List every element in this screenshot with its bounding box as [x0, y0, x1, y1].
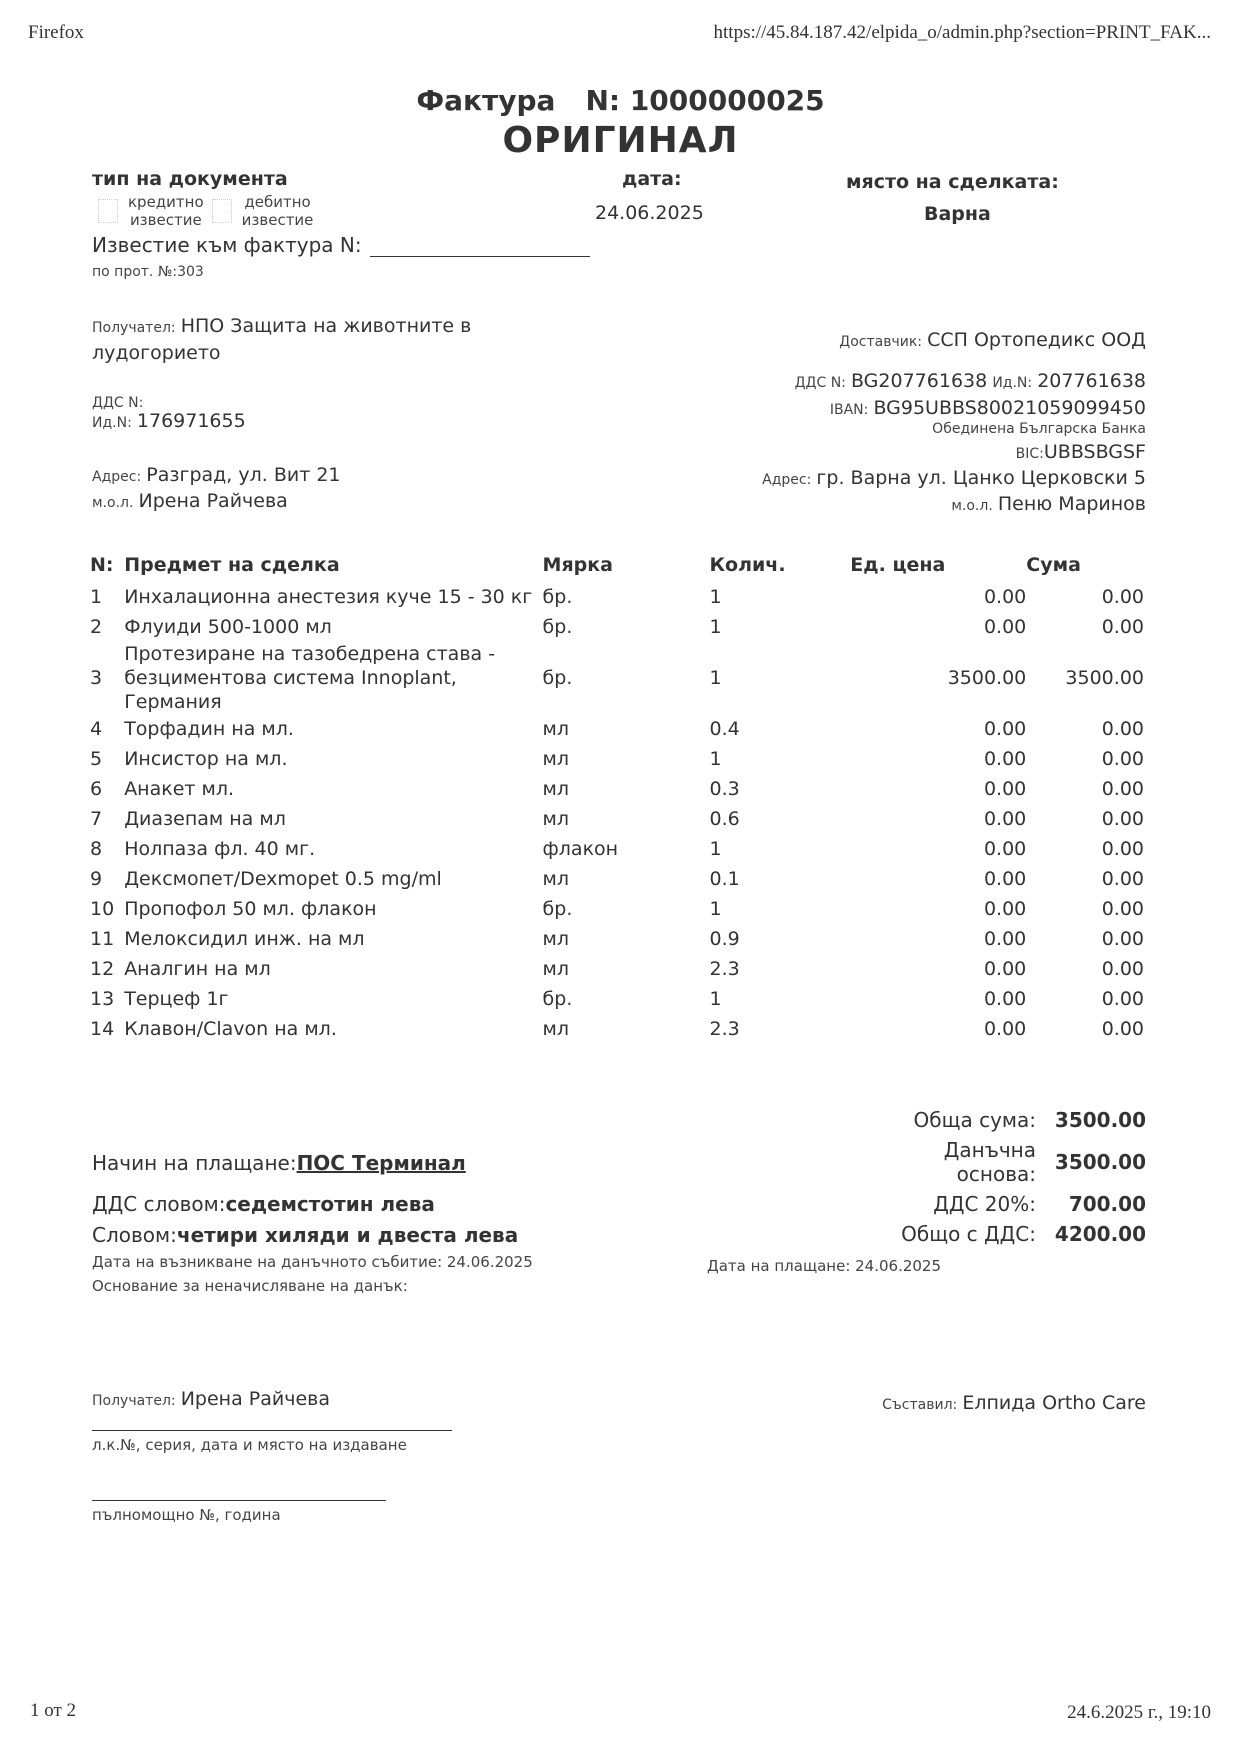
- cell-sum: 0.00: [1101, 778, 1144, 800]
- copy-type: ОРИГИНАЛ: [502, 120, 739, 161]
- cell-unit: бр.: [542, 586, 573, 608]
- table-row: [90, 984, 1150, 1014]
- cell-sum: 0.00: [1101, 928, 1144, 950]
- debit-note-label: дебитно известие: [241, 193, 314, 229]
- table-row: [90, 1014, 1150, 1044]
- cell-description: Мелоксидил инж. на мл: [124, 928, 365, 950]
- cell-quantity: 2.3: [709, 1018, 740, 1040]
- header-unit: Мярка: [542, 554, 613, 576]
- invoice-title: [0, 84, 1241, 117]
- supplier-mol-label: м.о.л.: [951, 498, 993, 514]
- supplier-block: [839, 329, 1146, 351]
- cell-unit: мл: [542, 748, 570, 770]
- cell-unit-price: 0.00: [983, 988, 1027, 1010]
- compiled-by-name: Елпида Ortho Care: [962, 1392, 1146, 1414]
- cell-description: Пропофол 50 мл. флакон: [124, 898, 377, 920]
- cell-unit-price: 0.00: [983, 586, 1027, 608]
- cell-quantity: 2.3: [709, 958, 740, 980]
- cell-num: 14: [90, 1018, 115, 1040]
- cell-sum: 0.00: [1101, 808, 1144, 830]
- cell-sum: 0.00: [1101, 868, 1144, 890]
- cell-num: 7: [90, 808, 103, 830]
- cell-unit-price: 0.00: [983, 868, 1027, 890]
- cell-unit: бр.: [542, 898, 573, 920]
- recipient-label: Получател:: [92, 320, 176, 336]
- cell-quantity: 0.1: [709, 868, 740, 890]
- cell-unit-price: 0.00: [983, 616, 1027, 638]
- cell-unit: мл: [542, 928, 570, 950]
- cell-num: 5: [90, 748, 103, 770]
- credit-note-checkbox[interactable]: [98, 199, 118, 223]
- cell-sum: 0.00: [1101, 958, 1144, 980]
- cell-sum: 0.00: [1101, 988, 1144, 1010]
- table-row: [90, 612, 1150, 642]
- tax-base-row: [866, 1138, 1146, 1186]
- cell-quantity: 0.3: [709, 778, 740, 800]
- cell-unit: мл: [542, 718, 570, 740]
- cell-unit-price: 0.00: [983, 928, 1027, 950]
- payment-method-label: Начин на плащане:: [92, 1151, 297, 1175]
- cell-quantity: 1: [709, 988, 722, 1010]
- table-row: [90, 774, 1150, 804]
- cell-description: Дексмопет/Dexmopet 0.5 mg/ml: [124, 868, 442, 890]
- cell-unit: мл: [542, 1018, 570, 1040]
- header-num: N:: [90, 554, 114, 576]
- cell-unit-price: 0.00: [983, 1018, 1027, 1040]
- supplier-bank: Обединена Българска Банка: [932, 421, 1146, 437]
- notice-to-invoice-label: Известие към фактура N:: [92, 233, 362, 257]
- cell-unit: мл: [542, 808, 570, 830]
- notice-to-invoice: [92, 233, 590, 257]
- cell-num: 9: [90, 868, 103, 890]
- cell-num: 4: [90, 718, 103, 740]
- tax-event-date: Дата на възникване на данъчното събитие: 24.06.2025: [92, 1253, 533, 1271]
- supplier-address-value: гр. Варна ул. Цанко Церковски 5: [816, 467, 1146, 489]
- cell-description: Инсистор на мл.: [124, 748, 288, 770]
- page-number: 1 от 2: [30, 1700, 77, 1721]
- cell-num: 12: [90, 958, 115, 980]
- cell-unit-price: 0.00: [983, 838, 1027, 860]
- recipient-address-label: Адрес:: [92, 469, 142, 485]
- place-value: Варна: [924, 203, 991, 225]
- cell-sum: 0.00: [1101, 718, 1144, 740]
- cell-description: Протезиране на тазобедрена става - безциментова система Innoplant, Германия: [124, 643, 496, 713]
- supplier-mol-value: Пеню Маринов: [997, 493, 1146, 515]
- cell-description: Флуиди 500-1000 мл: [124, 616, 332, 638]
- cell-description: Диазепам на мл: [124, 808, 286, 830]
- cell-unit: мл: [542, 958, 570, 980]
- cell-unit: мл: [542, 868, 570, 890]
- date-label: дата:: [622, 168, 682, 190]
- cell-unit-price: 0.00: [983, 808, 1027, 830]
- document-type-label: тип на документа: [92, 168, 288, 190]
- table-row: [90, 894, 1150, 924]
- compiled-by-label: Съставил:: [882, 1397, 958, 1413]
- cell-quantity: 1: [709, 748, 722, 770]
- recipient-id-value: 176971655: [136, 410, 246, 432]
- total-words-label: Словом:: [92, 1223, 177, 1247]
- print-timestamp: 24.6.2025 г., 19:10: [1067, 1702, 1211, 1723]
- table-row: [90, 924, 1150, 954]
- cell-quantity: 1: [709, 586, 722, 608]
- supplier-bic: [1016, 441, 1146, 463]
- power-of-attorney-caption: пълномощно №, година: [92, 1506, 281, 1524]
- cell-num: 8: [90, 838, 103, 860]
- cell-unit: флакон: [542, 838, 619, 860]
- cell-description: Аналгин на мл: [124, 958, 271, 980]
- id-card-signature-line: [92, 1430, 452, 1431]
- supplier-label: Доставчик:: [839, 334, 923, 350]
- cell-sum: 0.00: [1101, 838, 1144, 860]
- grand-total-value: 4200.00: [1054, 1222, 1146, 1246]
- table-row: [90, 582, 1150, 612]
- protocol-number: по прот. №:303: [92, 264, 204, 280]
- vat-label: ДДС 20%:: [933, 1192, 1036, 1216]
- cell-sum: 0.00: [1101, 748, 1144, 770]
- vat-words-label: ДДС словом:: [92, 1192, 226, 1216]
- vat-row: [866, 1192, 1146, 1216]
- invoice-number: N: 1000000025: [585, 84, 825, 117]
- table-row: [90, 864, 1150, 894]
- total-in-words: [92, 1223, 518, 1247]
- supplier-bic-label: BIC:: [1015, 446, 1044, 462]
- signature-recipient-name: Ирена Райчева: [180, 1388, 330, 1410]
- cell-sum: 0.00: [1101, 586, 1144, 608]
- table-row: [90, 642, 1150, 714]
- recipient-id: [92, 410, 246, 432]
- cell-unit: мл: [542, 778, 570, 800]
- cell-num: 1: [90, 586, 103, 608]
- supplier-address-label: Адрес:: [762, 472, 812, 488]
- supplier-address: [762, 467, 1146, 489]
- signature-recipient: [92, 1388, 330, 1410]
- supplier-id-label: Ид.N:: [992, 375, 1033, 391]
- compiled-by: [882, 1392, 1146, 1414]
- supplier-id-value: 207761638: [1037, 370, 1146, 392]
- cell-description: Нолпаза фл. 40 мг.: [124, 838, 316, 860]
- recipient-block: [92, 314, 532, 366]
- cell-num: 3: [90, 667, 103, 689]
- cell-unit-price: 0.00: [983, 748, 1027, 770]
- cell-unit-price: 0.00: [983, 958, 1027, 980]
- cell-sum: 0.00: [1101, 1018, 1144, 1040]
- recipient-mol: [92, 490, 288, 512]
- supplier-mol: [951, 493, 1146, 515]
- recipient-vat: [92, 390, 143, 412]
- cell-unit-price: 0.00: [983, 898, 1027, 920]
- page-url: https://45.84.187.42/elpida_o/admin.php?section=PRINT_FAK...: [713, 22, 1211, 43]
- recipient-address-value: Разград, ул. Вит 21: [146, 464, 341, 486]
- cell-description: Клавон/Clavon на мл.: [124, 1018, 337, 1040]
- cell-description: Терцеф 1г: [124, 988, 229, 1010]
- cell-unit: бр.: [542, 988, 573, 1010]
- items-header-row: [90, 548, 1150, 582]
- cell-num: 10: [90, 898, 115, 920]
- cell-num: 6: [90, 778, 103, 800]
- recipient-address: [92, 464, 341, 486]
- table-row: [90, 804, 1150, 834]
- cell-quantity: 0.6: [709, 808, 740, 830]
- cell-unit-price: 3500.00: [947, 667, 1027, 689]
- cell-unit: бр.: [542, 667, 573, 689]
- cell-unit-price: 0.00: [983, 778, 1027, 800]
- supplier-name: ССП Ортопедикс ООД: [927, 329, 1146, 351]
- cell-unit-price: 0.00: [983, 718, 1027, 740]
- vat-value: 700.00: [1068, 1192, 1146, 1216]
- recipient-mol-label: м.о.л.: [92, 495, 134, 511]
- cell-quantity: 1: [709, 898, 722, 920]
- header-unit-price: Ед. цена: [850, 554, 946, 576]
- totals-block: [866, 1108, 1146, 1252]
- supplier-iban: [830, 397, 1146, 419]
- cell-num: 2: [90, 616, 103, 638]
- payment-method-value: ПОС Терминал: [296, 1151, 466, 1175]
- cell-description: Торфадин на мл.: [124, 718, 294, 740]
- cell-sum: 3500.00: [1065, 667, 1144, 689]
- date-value: 24.06.2025: [595, 202, 704, 224]
- supplier-bic-value: UBBSBGSF: [1043, 441, 1146, 463]
- cell-sum: 0.00: [1101, 616, 1144, 638]
- cell-description: Инхалационна анестезия куче 15 - 30 кг: [124, 586, 533, 608]
- supplier-iban-label: IBAN:: [829, 402, 869, 418]
- header-description: Предмет на сделка: [124, 554, 340, 576]
- grand-total-label: Общо с ДДС:: [901, 1222, 1036, 1246]
- recipient-name: НПО Защита на животните в лудогорието: [92, 315, 472, 364]
- header-sum: Сума: [1026, 554, 1081, 576]
- invoice-title-label: Фактура: [416, 84, 556, 117]
- payment-date: Дата на плащане: 24.06.2025: [707, 1257, 942, 1275]
- items-table: [90, 548, 1150, 1044]
- no-tax-basis: Основание за неначисляване на данък:: [92, 1277, 408, 1295]
- signature-recipient-label: Получател:: [92, 1393, 176, 1409]
- vat-in-words: [92, 1192, 435, 1216]
- tax-base-value: 3500.00: [1054, 1150, 1146, 1174]
- recipient-vat-label: ДДС N:: [92, 395, 144, 411]
- browser-name: Firefox: [28, 22, 84, 43]
- recipient-id-label: Ид.N:: [92, 415, 132, 431]
- total-words-value: четири хиляди и двеста лева: [176, 1223, 519, 1247]
- total-row: [866, 1108, 1146, 1132]
- document-type-options: [98, 193, 321, 229]
- table-row: [90, 744, 1150, 774]
- vat-words-value: седемстотин лева: [225, 1192, 435, 1216]
- table-row: [90, 834, 1150, 864]
- supplier-vat-value: BG207761638: [850, 370, 988, 392]
- cell-num: 11: [90, 928, 115, 950]
- cell-quantity: 1: [709, 667, 722, 689]
- supplier-iban-value: BG95UBBS80021059099450: [873, 397, 1146, 419]
- cell-quantity: 0.9: [709, 928, 740, 950]
- power-of-attorney-line: [92, 1500, 386, 1501]
- cell-description: Анакет мл.: [124, 778, 235, 800]
- supplier-ids: [795, 370, 1146, 392]
- items-body: [90, 582, 1150, 1044]
- notice-to-invoice-blank: [370, 236, 590, 257]
- table-row: [90, 714, 1150, 744]
- id-card-caption: л.к.№, серия, дата и място на издаване: [92, 1436, 407, 1454]
- table-row: [90, 954, 1150, 984]
- header-quantity: Колич.: [709, 554, 786, 576]
- cell-sum: 0.00: [1101, 898, 1144, 920]
- cell-unit: бр.: [542, 616, 573, 638]
- total-value: 3500.00: [1054, 1108, 1146, 1132]
- supplier-vat-label: ДДС N:: [794, 375, 846, 391]
- cell-quantity: 1: [709, 838, 722, 860]
- recipient-mol-value: Ирена Райчева: [138, 490, 288, 512]
- place-label: място на сделката:: [846, 171, 1059, 193]
- cell-quantity: 1: [709, 616, 722, 638]
- cell-num: 13: [90, 988, 115, 1010]
- total-label: Обща сума:: [913, 1108, 1036, 1132]
- payment-method: [92, 1151, 466, 1175]
- grand-total-row: [866, 1222, 1146, 1246]
- tax-base-label: Данъчна основа:: [943, 1138, 1036, 1186]
- debit-note-checkbox[interactable]: [212, 199, 232, 223]
- credit-note-label: кредитно известие: [128, 193, 204, 229]
- cell-quantity: 0.4: [709, 718, 740, 740]
